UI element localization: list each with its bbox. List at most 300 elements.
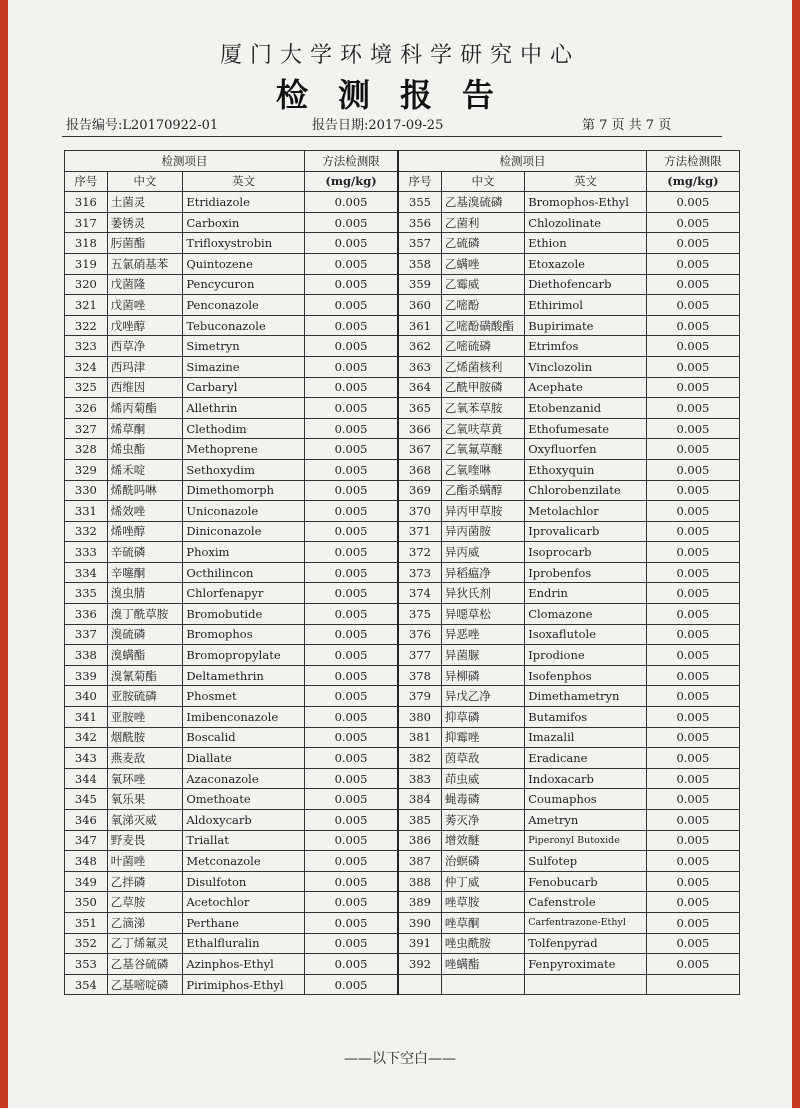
row-en-name: Bromophos-Ethyl xyxy=(525,192,647,213)
row-seq: 347 xyxy=(65,830,108,851)
row-en-name: Bromopropylate xyxy=(183,645,305,666)
row-cn-name: 乙嘧硫磷 xyxy=(441,336,524,357)
row-en-name: Clethodim xyxy=(183,418,305,439)
row-cn-name: 叶菌唑 xyxy=(107,851,183,872)
row-limit: 0.005 xyxy=(304,542,398,563)
row-limit: 0.005 xyxy=(646,418,739,439)
row-seq: 360 xyxy=(398,295,441,316)
row-seq: 345 xyxy=(65,789,108,810)
table-row xyxy=(65,295,740,316)
row-cn-name: 溴丁酰草胺 xyxy=(107,604,183,625)
row-seq: 386 xyxy=(398,830,441,851)
row-en-name: Tebuconazole xyxy=(183,315,305,336)
row-limit: 0.005 xyxy=(304,336,398,357)
row-seq: 363 xyxy=(398,356,441,377)
header-cn-right: 中文 xyxy=(441,171,524,192)
row-seq: 376 xyxy=(398,624,441,645)
row-limit: 0.005 xyxy=(304,521,398,542)
row-en-name: Piperonyl Butoxide xyxy=(525,830,647,851)
row-en-name: Butamifos xyxy=(525,707,647,728)
row-cn-name: 乙草胺 xyxy=(107,892,183,913)
row-en-name: Isofenphos xyxy=(525,665,647,686)
row-limit: 0.005 xyxy=(646,789,739,810)
table-row xyxy=(65,439,740,460)
row-cn-name: 戊菌隆 xyxy=(107,274,183,295)
header-seq-right: 序号 xyxy=(398,171,441,192)
row-en-name: Triallat xyxy=(183,830,305,851)
row-limit: 0.005 xyxy=(646,233,739,254)
row-en-name: Methoprene xyxy=(183,439,305,460)
row-seq: 340 xyxy=(65,686,108,707)
row-en-name: Simazine xyxy=(183,356,305,377)
table-row xyxy=(65,501,740,522)
row-seq: 331 xyxy=(65,501,108,522)
empty-cell xyxy=(398,974,441,995)
row-en-name: Octhilincon xyxy=(183,562,305,583)
row-limit: 0.005 xyxy=(646,810,739,831)
row-cn-name: 溴氰菊酯 xyxy=(107,665,183,686)
row-limit: 0.005 xyxy=(646,398,739,419)
row-en-name: Chlorobenzilate xyxy=(525,480,647,501)
report-meta-line xyxy=(62,114,722,137)
row-cn-name: 异丙菌胺 xyxy=(441,521,524,542)
row-limit: 0.005 xyxy=(304,604,398,625)
table-row xyxy=(65,315,740,336)
row-seq: 329 xyxy=(65,459,108,480)
header-unit-right: (mg/kg) xyxy=(646,171,739,192)
row-cn-name: 戊唑醇 xyxy=(107,315,183,336)
row-cn-name: 异菌脲 xyxy=(441,645,524,666)
row-seq: 356 xyxy=(398,212,441,233)
row-limit: 0.005 xyxy=(304,624,398,645)
row-limit: 0.005 xyxy=(304,315,398,336)
row-limit: 0.005 xyxy=(646,624,739,645)
row-seq: 370 xyxy=(398,501,441,522)
row-en-name: Ethalfluralin xyxy=(183,933,305,954)
row-limit: 0.005 xyxy=(646,892,739,913)
row-cn-name: 抑霉唑 xyxy=(441,727,524,748)
row-limit: 0.005 xyxy=(304,459,398,480)
table-row xyxy=(65,233,740,254)
blank-below-note: ——以下空白—— xyxy=(344,1051,456,1067)
row-en-name: Dimethametryn xyxy=(525,686,647,707)
report-number-label: 报告编号: xyxy=(66,118,123,133)
row-en-name: Disulfoton xyxy=(183,871,305,892)
row-limit: 0.005 xyxy=(304,418,398,439)
row-limit: 0.005 xyxy=(304,665,398,686)
row-cn-name: 乙氧呋草黄 xyxy=(441,418,524,439)
table-row xyxy=(65,336,740,357)
row-en-name: Cafenstrole xyxy=(525,892,647,913)
row-en-name: Diallate xyxy=(183,748,305,769)
row-cn-name: 西玛津 xyxy=(107,356,183,377)
table-row xyxy=(65,892,740,913)
row-seq: 326 xyxy=(65,398,108,419)
row-limit: 0.005 xyxy=(304,274,398,295)
row-seq: 332 xyxy=(65,521,108,542)
row-cn-name: 溴硫磷 xyxy=(107,624,183,645)
header-unit-left: (mg/kg) xyxy=(304,171,398,192)
row-cn-name: 乙氧氟草醚 xyxy=(441,439,524,460)
page-info: 第 7 页 共 7 页 xyxy=(582,118,672,133)
table-row xyxy=(65,789,740,810)
row-limit: 0.005 xyxy=(304,356,398,377)
table-row xyxy=(65,274,740,295)
row-limit: 0.005 xyxy=(304,912,398,933)
row-en-name: Eradicane xyxy=(525,748,647,769)
table-row xyxy=(65,645,740,666)
row-seq: 348 xyxy=(65,851,108,872)
row-en-name: Perthane xyxy=(183,912,305,933)
row-seq: 385 xyxy=(398,810,441,831)
row-en-name: Chlozolinate xyxy=(525,212,647,233)
table-row xyxy=(65,810,740,831)
row-limit: 0.005 xyxy=(646,604,739,625)
report-date-label: 报告日期: xyxy=(312,118,369,133)
row-limit: 0.005 xyxy=(646,933,739,954)
row-en-name: Simetryn xyxy=(183,336,305,357)
row-seq: 368 xyxy=(398,459,441,480)
row-cn-name: 异丙甲草胺 xyxy=(441,501,524,522)
row-limit: 0.005 xyxy=(646,851,739,872)
row-cn-name: 治螟磷 xyxy=(441,851,524,872)
row-cn-name: 异戊乙净 xyxy=(441,686,524,707)
row-cn-name: 唑草胺 xyxy=(441,892,524,913)
row-seq: 327 xyxy=(65,418,108,439)
row-seq: 369 xyxy=(398,480,441,501)
row-en-name: Vinclozolin xyxy=(525,356,647,377)
empty-cell xyxy=(646,974,739,995)
results-table xyxy=(64,150,740,995)
row-en-name: Diethofencarb xyxy=(525,274,647,295)
row-cn-name: 萎锈灵 xyxy=(107,212,183,233)
row-cn-name: 乙霉威 xyxy=(441,274,524,295)
row-seq: 320 xyxy=(65,274,108,295)
row-en-name: Bromophos xyxy=(183,624,305,645)
table-row xyxy=(65,727,740,748)
row-limit: 0.005 xyxy=(304,954,398,975)
row-limit: 0.005 xyxy=(646,521,739,542)
row-seq: 317 xyxy=(65,212,108,233)
row-en-name: Ethoxyquin xyxy=(525,459,647,480)
row-cn-name: 戊菌唑 xyxy=(107,295,183,316)
table-row xyxy=(65,192,740,213)
row-cn-name: 异丙威 xyxy=(441,542,524,563)
row-limit: 0.005 xyxy=(646,707,739,728)
row-cn-name: 烯酰吗啉 xyxy=(107,480,183,501)
table-row xyxy=(65,624,740,645)
row-limit: 0.005 xyxy=(304,810,398,831)
row-en-name: Bromobutide xyxy=(183,604,305,625)
row-en-name: Quintozene xyxy=(183,253,305,274)
row-cn-name: 茵草敌 xyxy=(441,748,524,769)
row-cn-name: 乙基谷硫磷 xyxy=(107,954,183,975)
row-seq: 337 xyxy=(65,624,108,645)
row-seq: 324 xyxy=(65,356,108,377)
row-cn-name: 辛硫磷 xyxy=(107,542,183,563)
row-en-name: Iprobenfos xyxy=(525,562,647,583)
table-row xyxy=(65,871,740,892)
row-limit: 0.005 xyxy=(304,439,398,460)
row-en-name: Etrimfos xyxy=(525,336,647,357)
row-cn-name: 亚胺唑 xyxy=(107,707,183,728)
row-limit: 0.005 xyxy=(646,212,739,233)
report-number xyxy=(66,114,218,133)
row-cn-name: 乙基溴硫磷 xyxy=(441,192,524,213)
row-seq: 336 xyxy=(65,604,108,625)
table-row xyxy=(65,830,740,851)
row-en-name: Chlorfenapyr xyxy=(183,583,305,604)
row-limit: 0.005 xyxy=(304,789,398,810)
row-en-name: Fenobucarb xyxy=(525,871,647,892)
row-limit: 0.005 xyxy=(304,480,398,501)
row-limit: 0.005 xyxy=(646,336,739,357)
row-limit: 0.005 xyxy=(646,274,739,295)
row-seq: 366 xyxy=(398,418,441,439)
row-cn-name: 乙拌磷 xyxy=(107,871,183,892)
table-row xyxy=(65,253,740,274)
row-seq: 371 xyxy=(398,521,441,542)
row-limit: 0.005 xyxy=(646,295,739,316)
row-en-name: Isoxaflutole xyxy=(525,624,647,645)
row-seq: 390 xyxy=(398,912,441,933)
row-seq: 391 xyxy=(398,933,441,954)
row-limit: 0.005 xyxy=(646,727,739,748)
row-cn-name: 乙酰甲胺磷 xyxy=(441,377,524,398)
row-cn-name: 仲丁威 xyxy=(441,871,524,892)
row-en-name: Diniconazole xyxy=(183,521,305,542)
row-en-name: Metolachlor xyxy=(525,501,647,522)
row-limit: 0.005 xyxy=(646,871,739,892)
row-cn-name: 乙丁烯氟灵 xyxy=(107,933,183,954)
row-cn-name: 辛噻酮 xyxy=(107,562,183,583)
empty-cell xyxy=(525,974,647,995)
row-cn-name: 氧涕灭威 xyxy=(107,810,183,831)
header-seq-left: 序号 xyxy=(65,171,108,192)
row-limit: 0.005 xyxy=(304,933,398,954)
row-seq: 392 xyxy=(398,954,441,975)
row-seq: 325 xyxy=(65,377,108,398)
row-seq: 333 xyxy=(65,542,108,563)
row-en-name: Clomazone xyxy=(525,604,647,625)
row-en-name: Acetochlor xyxy=(183,892,305,913)
row-cn-name: 野麦畏 xyxy=(107,830,183,851)
row-seq: 350 xyxy=(65,892,108,913)
row-en-name: Fenpyroximate xyxy=(525,954,647,975)
row-seq: 339 xyxy=(65,665,108,686)
header-item-left: 检测项目 xyxy=(65,151,305,172)
row-seq: 319 xyxy=(65,253,108,274)
row-seq: 388 xyxy=(398,871,441,892)
row-cn-name: 唑草酮 xyxy=(441,912,524,933)
row-seq: 357 xyxy=(398,233,441,254)
table-row xyxy=(65,933,740,954)
row-en-name: Ametryn xyxy=(525,810,647,831)
row-limit: 0.005 xyxy=(646,748,739,769)
row-en-name: Iprovalicarb xyxy=(525,521,647,542)
row-cn-name: 蝇毒磷 xyxy=(441,789,524,810)
table-row xyxy=(65,480,740,501)
empty-cell xyxy=(441,974,524,995)
row-seq: 353 xyxy=(65,954,108,975)
row-seq: 358 xyxy=(398,253,441,274)
row-limit: 0.005 xyxy=(304,748,398,769)
row-cn-name: 乙嘧酚磺酸酯 xyxy=(441,315,524,336)
row-seq: 334 xyxy=(65,562,108,583)
row-seq: 362 xyxy=(398,336,441,357)
row-seq: 351 xyxy=(65,912,108,933)
row-cn-name: 西维因 xyxy=(107,377,183,398)
row-cn-name: 烯虫酯 xyxy=(107,439,183,460)
row-en-name: Oxyfluorfen xyxy=(525,439,647,460)
row-seq: 364 xyxy=(398,377,441,398)
report-date-value: 2017-09-25 xyxy=(368,118,444,133)
row-cn-name: 乙氧苯草胺 xyxy=(441,398,524,419)
row-seq: 375 xyxy=(398,604,441,625)
row-limit: 0.005 xyxy=(304,727,398,748)
row-seq: 359 xyxy=(398,274,441,295)
report-date xyxy=(312,114,443,133)
table-row xyxy=(65,542,740,563)
header-en-right: 英文 xyxy=(525,171,647,192)
header-en-left: 英文 xyxy=(183,171,305,192)
row-en-name: Isoprocarb xyxy=(525,542,647,563)
row-cn-name: 五氯硝基苯 xyxy=(107,253,183,274)
row-cn-name: 土菌灵 xyxy=(107,192,183,213)
row-en-name: Penconazole xyxy=(183,295,305,316)
row-limit: 0.005 xyxy=(646,253,739,274)
row-limit: 0.005 xyxy=(304,501,398,522)
table-row xyxy=(65,604,740,625)
row-cn-name: 乙硫磷 xyxy=(441,233,524,254)
row-seq: 349 xyxy=(65,871,108,892)
row-seq: 377 xyxy=(398,645,441,666)
row-limit: 0.005 xyxy=(304,830,398,851)
row-seq: 384 xyxy=(398,789,441,810)
row-cn-name: 烯禾啶 xyxy=(107,459,183,480)
row-seq: 328 xyxy=(65,439,108,460)
row-cn-name: 烯草酮 xyxy=(107,418,183,439)
row-en-name: Azaconazole xyxy=(183,768,305,789)
row-limit: 0.005 xyxy=(646,501,739,522)
table-row xyxy=(65,562,740,583)
row-en-name: Acephate xyxy=(525,377,647,398)
row-cn-name: 乙酯杀螨醇 xyxy=(441,480,524,501)
row-limit: 0.005 xyxy=(304,645,398,666)
row-cn-name: 乙滴涕 xyxy=(107,912,183,933)
row-en-name: Omethoate xyxy=(183,789,305,810)
row-seq: 321 xyxy=(65,295,108,316)
row-limit: 0.005 xyxy=(304,892,398,913)
row-limit: 0.005 xyxy=(646,562,739,583)
row-seq: 316 xyxy=(65,192,108,213)
row-limit: 0.005 xyxy=(304,398,398,419)
report-title: 检测报告 xyxy=(275,76,524,114)
row-cn-name: 烯唑醇 xyxy=(107,521,183,542)
header-item-right: 检测项目 xyxy=(398,151,646,172)
table-row xyxy=(65,521,740,542)
row-limit: 0.005 xyxy=(304,686,398,707)
row-seq: 338 xyxy=(65,645,108,666)
row-seq: 352 xyxy=(65,933,108,954)
row-en-name: Dimethomorph xyxy=(183,480,305,501)
row-en-name: Ethion xyxy=(525,233,647,254)
row-limit: 0.005 xyxy=(304,768,398,789)
row-cn-name: 乙烯菌核利 xyxy=(441,356,524,377)
row-seq: 380 xyxy=(398,707,441,728)
row-en-name: Sethoxydim xyxy=(183,459,305,480)
row-en-name: Boscalid xyxy=(183,727,305,748)
row-seq: 387 xyxy=(398,851,441,872)
row-seq: 382 xyxy=(398,748,441,769)
row-cn-name: 唑螨酯 xyxy=(441,954,524,975)
row-en-name: Aldoxycarb xyxy=(183,810,305,831)
row-seq: 341 xyxy=(65,707,108,728)
row-en-name: Imibenconazole xyxy=(183,707,305,728)
row-limit: 0.005 xyxy=(646,192,739,213)
row-cn-name: 异噁草松 xyxy=(441,604,524,625)
row-en-name: Coumaphos xyxy=(525,789,647,810)
row-seq: 389 xyxy=(398,892,441,913)
row-cn-name: 乙螨唑 xyxy=(441,253,524,274)
row-cn-name: 亚胺硫磷 xyxy=(107,686,183,707)
row-limit: 0.005 xyxy=(646,439,739,460)
row-seq: 346 xyxy=(65,810,108,831)
row-en-name: Carfentrazone-Ethyl xyxy=(525,912,647,933)
row-limit: 0.005 xyxy=(646,315,739,336)
row-en-name: Endrin xyxy=(525,583,647,604)
table-row xyxy=(65,212,740,233)
row-seq: 373 xyxy=(398,562,441,583)
row-limit: 0.005 xyxy=(646,768,739,789)
row-limit: 0.005 xyxy=(304,562,398,583)
row-en-name: Phoxim xyxy=(183,542,305,563)
row-en-name: Allethrin xyxy=(183,398,305,419)
row-cn-name: 唑虫酰胺 xyxy=(441,933,524,954)
row-cn-name: 氧环唑 xyxy=(107,768,183,789)
row-en-name: Metconazole xyxy=(183,851,305,872)
row-limit: 0.005 xyxy=(304,192,398,213)
row-seq: 383 xyxy=(398,768,441,789)
row-cn-name: 燕麦敌 xyxy=(107,748,183,769)
row-cn-name: 异柳磷 xyxy=(441,665,524,686)
row-en-name: Azinphos-Ethyl xyxy=(183,954,305,975)
row-limit: 0.005 xyxy=(304,295,398,316)
row-cn-name: 乙氧喹啉 xyxy=(441,459,524,480)
row-limit: 0.005 xyxy=(304,974,398,995)
row-seq: 374 xyxy=(398,583,441,604)
row-limit: 0.005 xyxy=(304,212,398,233)
row-seq: 322 xyxy=(65,315,108,336)
row-seq: 378 xyxy=(398,665,441,686)
institution-name: 厦门大学环境科学研究中心 xyxy=(219,43,580,68)
row-cn-name: 抑草磷 xyxy=(441,707,524,728)
row-cn-name: 异稻瘟净 xyxy=(441,562,524,583)
row-limit: 0.005 xyxy=(646,583,739,604)
row-seq: 354 xyxy=(65,974,108,995)
row-limit: 0.005 xyxy=(646,377,739,398)
row-limit: 0.005 xyxy=(646,480,739,501)
row-limit: 0.005 xyxy=(646,542,739,563)
row-en-name: Etoxazole xyxy=(525,253,647,274)
row-limit: 0.005 xyxy=(304,377,398,398)
row-en-name: Deltamethrin xyxy=(183,665,305,686)
table-row xyxy=(65,912,740,933)
row-en-name: Uniconazole xyxy=(183,501,305,522)
row-limit: 0.005 xyxy=(646,954,739,975)
table-row xyxy=(65,418,740,439)
row-limit: 0.005 xyxy=(646,645,739,666)
